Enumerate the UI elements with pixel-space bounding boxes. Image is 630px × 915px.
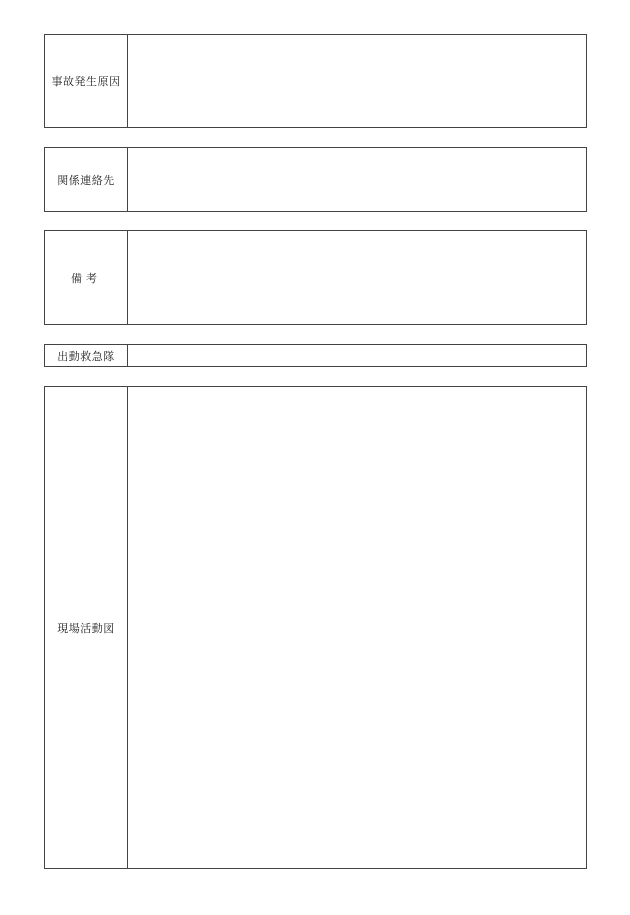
related-contacts-row [44, 147, 587, 212]
dispatched-ambulance-team-label: 出動救急隊 [45, 345, 128, 366]
accident-cause-row [44, 34, 587, 128]
site-activity-diagram-field[interactable] [128, 387, 586, 868]
remarks-row [44, 230, 587, 325]
related-contacts-field[interactable] [128, 148, 586, 211]
accident-cause-field[interactable] [128, 35, 586, 127]
dispatched-ambulance-team-row [44, 344, 587, 367]
site-activity-diagram-label: 現場活動図 [45, 387, 128, 868]
related-contacts-label: 関係連絡先 [45, 148, 128, 211]
accident-cause-label: 事故発生原因 [45, 35, 128, 127]
dispatched-ambulance-team-field[interactable] [128, 345, 586, 366]
remarks-field[interactable] [128, 231, 586, 324]
site-activity-diagram-row [44, 386, 587, 869]
remarks-label: 備考 [45, 231, 128, 324]
